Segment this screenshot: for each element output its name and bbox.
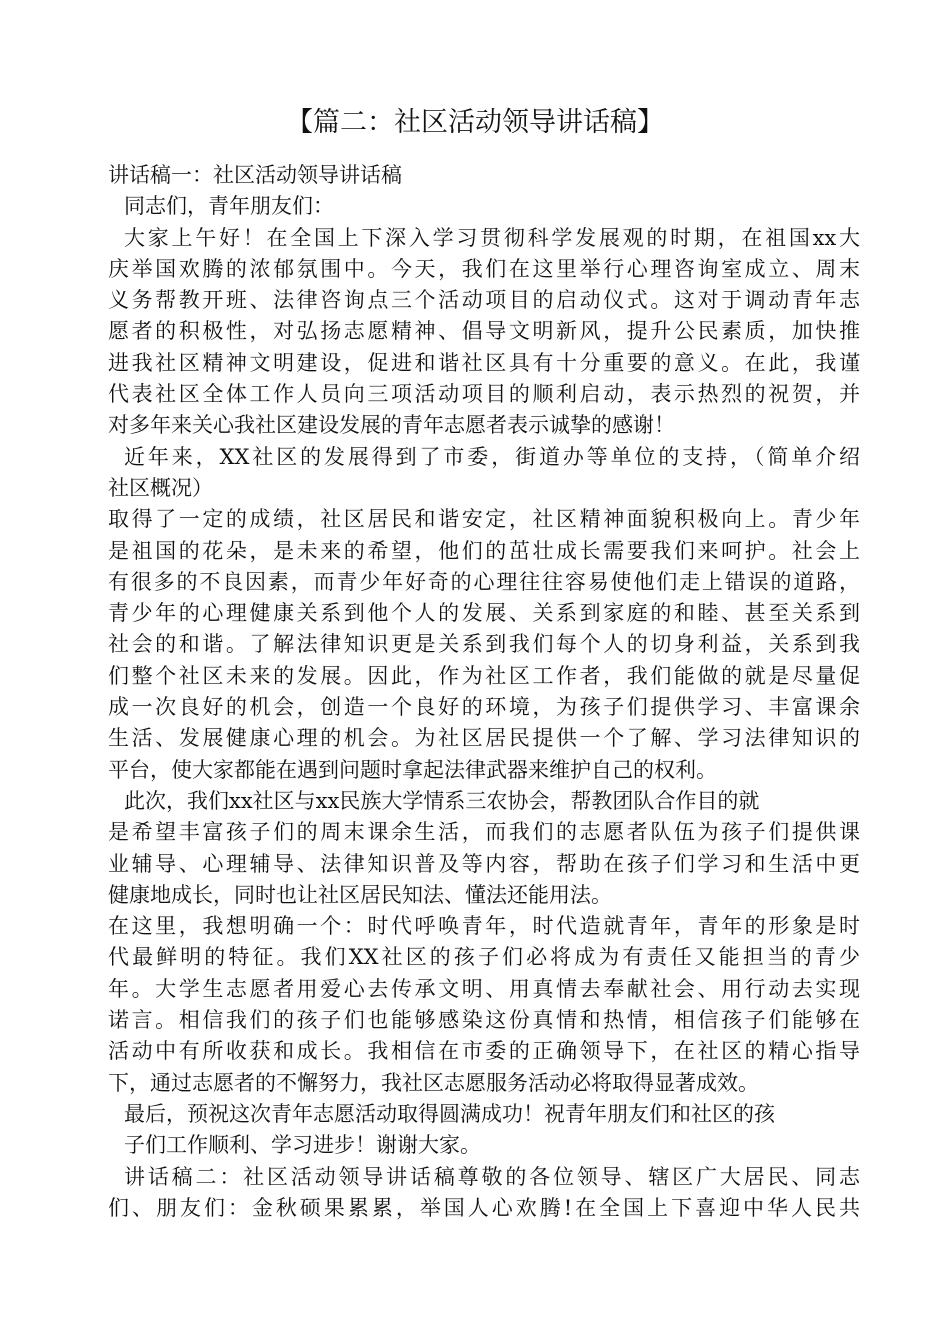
text-line: 义务帮教开班、法律咨询点三个活动项目的启动仪式。这对于调动青年志 (108, 288, 860, 313)
text-line: 取得了一定的成绩，社区居民和谐安定，社区精神面貌积极向上。青少年 (108, 507, 860, 532)
text-line: 平台，使大家都能在遇到问题时拿起法律武器来维护自己的权利。 (108, 757, 717, 782)
text-line: 是祖国的花朵，是未来的希望，他们的茁壮成长需要我们来呵护。社会上 (108, 538, 860, 563)
text-line: 最后，预祝这次青年志愿活动取得圆满成功！祝青年朋友们和社区的孩 (124, 1101, 775, 1126)
text-line: 大家上午好！在全国上下深入学习贯彻科学发展观的时期，在祖国xx大 (124, 225, 860, 250)
text-line: 生活、发展健康心理的机会。为社区居民提供一个了解、学习法律知识的 (108, 726, 860, 751)
text-line: 青少年的心理健康关系到他个人的发展、关系到家庭的和睦、甚至关系到 (108, 601, 860, 626)
text-line: 对多年来关心我社区建设发展的青年志愿者表示诚挚的感谢！ (108, 413, 675, 438)
text-line: 诺言。相信我们的孩子们也能够感染这份真情和热情，相信孩子们能够在 (108, 1008, 860, 1033)
text-line: 代表社区全体工作人员向三项活动项目的顺利启动，表示热烈的祝贺，并 (108, 382, 860, 407)
text-line: 愿者的积极性，对弘扬志愿精神、倡导文明新风，提升公民素质，加快推 (108, 319, 860, 344)
text-line: 社区概况） (108, 475, 213, 500)
text-line: 此次，我们xx社区与xx民族大学情系三农协会，帮教团队合作目的就 (124, 788, 760, 813)
text-line: 是希望丰富孩子们的周末课余生活，而我们的志愿者队伍为孩子们提供课 (108, 820, 860, 845)
text-line: 活动中有所收获和成长。我相信在市委的正确领导下，在社区的精心指导 (108, 1039, 860, 1064)
text-line: 同志们，青年朋友们： (124, 194, 334, 219)
text-line: 庆举国欢腾的浓郁氛围中。今天，我们在这里举行心理咨询室成立、周末 (108, 256, 860, 281)
text-line: 进我社区精神文明建设，促进和谐社区具有十分重要的意义。在此，我谨 (108, 350, 860, 375)
text-line: 代最鲜明的特征。我们XX社区的孩子们必将成为有责任又能担当的青少 (108, 945, 860, 970)
document-body (108, 160, 860, 1224)
text-line: 子们工作顺利、学习进步！谢谢大家。 (124, 1133, 481, 1158)
text-line: 社会的和谐。了解法律知识更是关系到我们每个人的切身利益，关系到我 (108, 632, 860, 657)
text-line: 们、朋友们：金秋硕果累累，举国人心欢腾!在全国上下喜迎中华人民共 (108, 1195, 860, 1220)
text-line: 业辅导、心理辅导、法律知识普及等内容，帮助在孩子们学习和生活中更 (108, 851, 860, 876)
text-line: 下，通过志愿者的不懈努力，我社区志愿服务活动必将取得显著成效。 (108, 1070, 759, 1095)
text-line: 有很多的不良因素，而青少年好奇的心理往往容易使他们走上错误的道路， (108, 569, 860, 594)
text-line: 成一次良好的机会，创造一个良好的环境，为孩子们提供学习、丰富课余 (108, 695, 860, 720)
document-title: 【篇二：社区活动领导讲话稿】 (286, 107, 664, 138)
text-line: 年。大学生志愿者用爱心去传承文明、用真情去奉献社会、用行动去实现 (108, 976, 860, 1001)
text-line: 健康地成长，同时也让社区居民知法、懂法还能用法。 (108, 882, 612, 907)
text-line: 们整个社区未来的发展。因此，作为社区工作者，我们能做的就是尽量促 (108, 663, 860, 688)
text-line: 在这里，我想明确一个：时代呼唤青年，时代造就青年，青年的形象是时 (108, 914, 860, 939)
text-line: 近年来，XX社区的发展得到了市委，街道办等单位的支持，（简单介绍 (124, 444, 860, 469)
text-line: 讲话稿二：社区活动领导讲话稿尊敬的各位领导、辖区广大居民、同志 (124, 1164, 860, 1189)
text-line: 讲话稿一：社区活动领导讲话稿 (108, 163, 402, 187)
